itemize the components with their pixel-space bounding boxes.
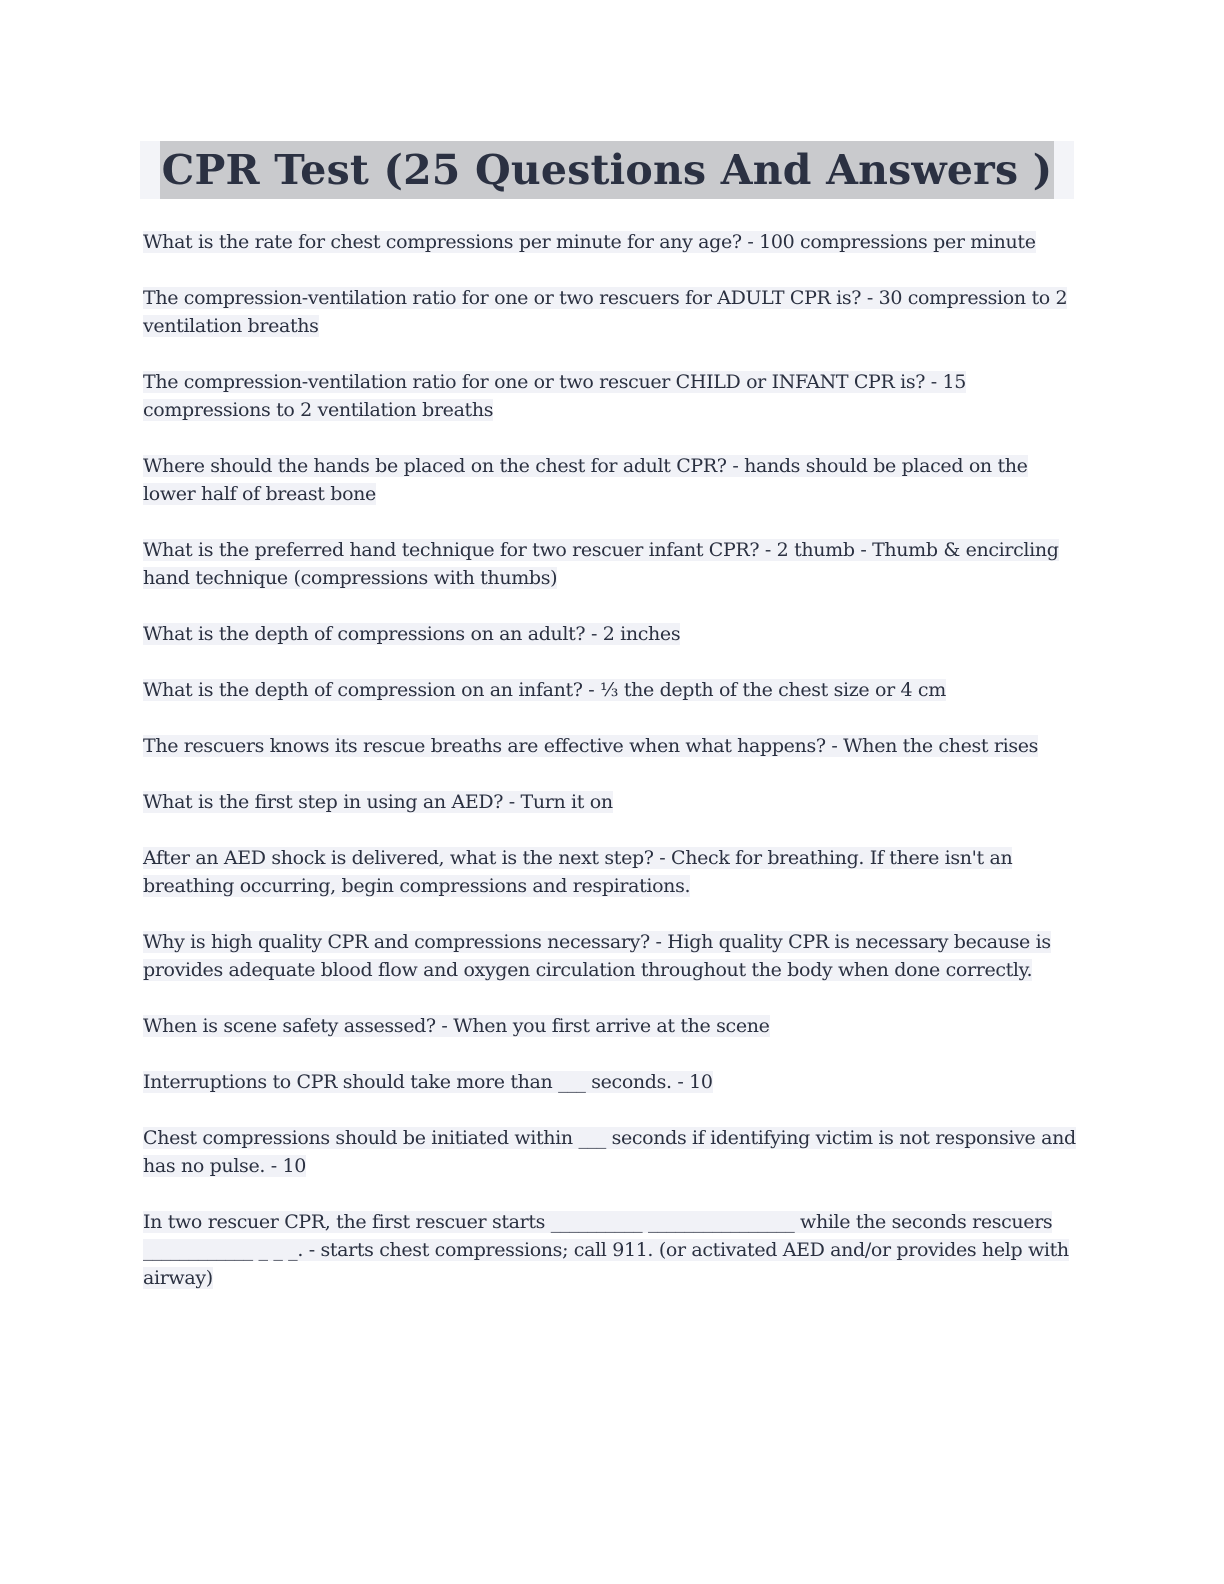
qa-text: What is the depth of compressions on an adult? - 2 inches	[143, 623, 681, 645]
qa-item	[143, 1208, 1078, 1292]
document-title: CPR Test (25 Questions And Answers )	[160, 141, 1055, 199]
qa-text: What is the preferred hand technique for two rescuer infant CPR? - 2 thumb - Thumb & encircling hand technique (compressions with thumbs)	[143, 539, 1059, 589]
qa-list	[143, 228, 1078, 1320]
qa-item	[143, 928, 1078, 984]
qa-item	[143, 1012, 1078, 1040]
qa-item	[143, 1124, 1078, 1180]
qa-text: What is the depth of compression on an infant? - ⅓ the depth of the chest size or 4 cm	[143, 679, 946, 701]
qa-text: Chest compressions should be initiated within ___ seconds if identifying victim is not responsive and has no pulse. - 10	[143, 1127, 1076, 1177]
qa-item	[143, 844, 1078, 900]
qa-text: When is scene safety assessed? - When you first arrive at the scene	[143, 1015, 770, 1037]
qa-item	[143, 284, 1078, 340]
qa-text: Interruptions to CPR should take more than ___ seconds. - 10	[143, 1071, 713, 1093]
qa-text: What is the rate for chest compressions per minute for any age? - 100 compressions per minute	[143, 231, 1036, 253]
qa-text: The compression-ventilation ratio for one or two rescuer CHILD or INFANT CPR is? - 15 compressions to 2 ventilation breaths	[143, 371, 967, 421]
qa-item	[143, 788, 1078, 816]
qa-item	[143, 676, 1078, 704]
qa-item	[143, 620, 1078, 648]
qa-text: Why is high quality CPR and compressions necessary? - High quality CPR is necessary because is provides adequate blood flow and oxygen circulation throughout the body when done correctly.	[143, 931, 1051, 981]
qa-item	[143, 1068, 1078, 1096]
qa-text: The compression-ventilation ratio for one or two rescuers for ADULT CPR is? - 30 compression to 2 ventilation breaths	[143, 287, 1068, 337]
qa-text: After an AED shock is delivered, what is the next step? - Check for breathing. If there isn't an breathing occurring, begin compressions and respirations.	[143, 847, 1013, 897]
qa-text: The rescuers knows its rescue breaths are effective when what happens? - When the chest rises	[143, 735, 1039, 757]
title-bar	[140, 141, 1074, 199]
qa-text: Where should the hands be placed on the chest for adult CPR? - hands should be placed on the lower half of breast bone	[143, 455, 1028, 505]
qa-item	[143, 452, 1078, 508]
qa-text: In two rescuer CPR, the first rescuer starts __________ ________________ while the seconds rescuers ____________ _ _ _. - starts chest compressions; call 911. (or activated AED and/or provides help with airway)	[143, 1211, 1069, 1289]
qa-text: What is the first step in using an AED? - Turn it on	[143, 791, 613, 813]
qa-item	[143, 732, 1078, 760]
qa-item	[143, 536, 1078, 592]
qa-item	[143, 228, 1078, 256]
qa-item	[143, 368, 1078, 424]
